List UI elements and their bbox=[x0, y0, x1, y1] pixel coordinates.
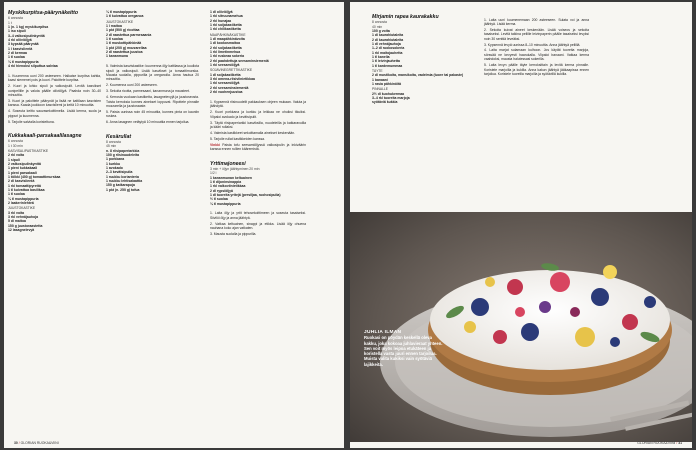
ingredient: 1 tl leivinjauhetta bbox=[372, 59, 400, 64]
ingredient: 1 dl kookosmaitoa bbox=[210, 41, 240, 46]
prep-time: 3 min + öljyn jäähtyminen 20 min bbox=[210, 166, 260, 171]
ingredient: ½ tl suolaa bbox=[210, 197, 228, 202]
ingredient: 1 pkt (200 g) mozzarellaa bbox=[106, 45, 147, 50]
ingredient: 1 ruukku korianteria bbox=[106, 174, 139, 179]
ingredient: 1 kananmuna bbox=[106, 54, 128, 59]
ingredient: 2 rkl seesaminsiemeniä bbox=[210, 85, 249, 90]
ingredient: 1 porkkana bbox=[106, 157, 125, 162]
ingredient: 3 rkl voita bbox=[8, 210, 25, 215]
step: 3. Kypsennä levyä uunissa 8–10 minuuttia. Anna jäähtyä pellillä. bbox=[484, 42, 581, 47]
step: 4. Kerrosta vuokaan kastiketta, lasagnelevyjä ja juustoseosta. Toista kerroksia kunnes ainekset loppuvat. Ripottele pinnalle mozzarella ja juustoraaste. bbox=[106, 95, 199, 108]
step: 4. Valmista kastikkeet sekoittamalla ainekset keskenään. bbox=[210, 130, 296, 135]
left-column-3 bbox=[210, 10, 306, 236]
ingredient: 1 dl maapähkinävoita bbox=[210, 37, 245, 42]
ingredient: 1 rkl chilikastiketta bbox=[210, 27, 241, 32]
ingredient: 2 dl rypsiöljyä bbox=[210, 188, 233, 193]
page-footer: 30 / GLORIAN RUOKA&VIINI bbox=[14, 441, 59, 445]
ingredient: 150 g katkarapuja bbox=[106, 183, 135, 188]
tip-text: Paista tofu seesamiöljyssä valkosipulin ja inkiväärin kanssa ennen rullien kääremistä. bbox=[210, 142, 306, 152]
ingredient: 1 ruukku lehtisalaattia bbox=[106, 179, 143, 184]
ingredient: 1 iso sipuli bbox=[8, 29, 26, 34]
step: 6. Anna lasagnen vetäytyä 10 minuuttia ennen tarjoilua. bbox=[106, 120, 190, 125]
ingredient: 3 rkl omena-riisiviinietikkaa bbox=[210, 77, 255, 82]
ingredient: ¼ tl mustapippuria bbox=[8, 59, 39, 64]
prep-time: 45 min bbox=[106, 144, 117, 149]
ingredient: 2 dl mustikoita, mansikoita, vadelmia (tuore tai pakaste) bbox=[372, 73, 464, 78]
ingredient: 2 valkosipulinkynttä bbox=[8, 162, 41, 167]
ingredient: 1 rkl limetinmehua bbox=[210, 50, 241, 55]
step: 3. Kuori ja paloittele päärynät ja lisää ne kattilaan kasvisten kanssa. Kaada joukkoon kasvisliemi ja keitä 10 minuuttia. bbox=[8, 98, 101, 108]
ingredient: 100 g riisinuudeleita bbox=[106, 152, 140, 157]
right-column-2 bbox=[484, 16, 589, 76]
prep-time: 1 t bbox=[8, 20, 12, 25]
ingredient: 1 dl kaurahiutaleita bbox=[372, 33, 404, 38]
ingredient: 2 rkl vuohenjuustoa bbox=[210, 90, 243, 95]
ingredient: 1 kurkku bbox=[106, 161, 121, 166]
ingredient: 1 l kasvislientä bbox=[8, 46, 33, 51]
ingredient: 1 rasia pähkinöitä bbox=[372, 82, 402, 87]
tip-label: Vinkki bbox=[210, 142, 220, 147]
ingredient: 1 (n. 1 kg) myskikurpitsa bbox=[8, 25, 49, 30]
ingredient: 1 tl muskottipähkinää bbox=[106, 41, 142, 46]
left-page bbox=[4, 2, 344, 448]
ingredient: 3–4 valkosipulinkynttä bbox=[8, 33, 45, 38]
section-heading: JUUSTOKASTIKE bbox=[8, 206, 36, 211]
ingredient: 4 rkl hienoksi silputtua salviaa bbox=[8, 64, 58, 69]
caption-text: Ruokasi on pöydän keskellä oleva kakku, joka kokoaa juhlavieraat yhteen. Sen voit myös leipoa etukäteen ja koristella vasta juuri ennen tarjoilua. Muista valita kukiksi vain syötäviä lajikkeita. bbox=[364, 335, 443, 367]
step: 2. Kuumenna uuni 200 asteeseen. bbox=[106, 83, 158, 88]
ingredient: 1 avokado bbox=[106, 166, 123, 170]
step: 5. Tarjoile salvialla koristeltuna. bbox=[8, 119, 55, 124]
right-page bbox=[350, 2, 692, 448]
ingredient: 3–4 rkl tuoreita marjoja bbox=[372, 96, 410, 101]
ingredient: 1 pkt (n. 250 g) tofua bbox=[106, 187, 140, 192]
ingredient: n. 8 riisipaperiarkkia bbox=[106, 148, 140, 153]
ingredient: 2 rkl soijakastiketta bbox=[210, 45, 242, 50]
step: 5. Laita levyn päälle täyte kerroksittain ja levitä kerma pinnalle. Koristele marjoilla ja kukilla. Anna kakun jäähtyä jääkaapissa ennen tarjoilua. Koristele tuoreilla marjoilla ja syötävillä kukilla. bbox=[484, 63, 589, 76]
ingredient: 1 sipuli bbox=[8, 157, 20, 162]
page-footer: GLORIAN RUOKA&VIINI / 31 bbox=[637, 441, 682, 445]
step: 1. Kuumenna uuni 200 asteeseen. Halkaise kurpitsa kahtia, kaavi siemenet pois ja kuori. Paloittele kurpitsa. bbox=[8, 73, 101, 83]
cake-photo bbox=[350, 212, 692, 442]
ingredient: 1 pkt (500 g) ricottaa bbox=[106, 28, 140, 33]
step: 5. Paista uunissa noin 45 minuuttia, kunnes pinta on kauniin ruskea. bbox=[106, 109, 199, 119]
ingredient: 2 rkl hunajaa bbox=[210, 18, 232, 23]
ingredient: 100 g voita bbox=[372, 29, 390, 34]
caption-title: JUHLIA ILMAN bbox=[364, 330, 402, 335]
page-number: 31 bbox=[678, 441, 682, 445]
step: 3. Täytä riisipaperiarkki kasviksilla, nuudeleilla ja katkaravuilla ja kääri rullaksi. bbox=[210, 120, 306, 129]
step: 1. Kypsennä riisinuudelit pakkauksen ohjeen mukaan. Valuta ja jäähdytä. bbox=[210, 99, 306, 109]
ingredient: 5 dl maitoa bbox=[8, 219, 26, 224]
section-heading: TÄYTE bbox=[372, 69, 383, 74]
ingredient: 1 tl kanelia bbox=[372, 55, 390, 60]
step: 3. Sekoita ricotta, parmesaani, kananmuna ja mausteet. bbox=[106, 89, 190, 94]
section-heading: JUUSTOKASTIKE bbox=[106, 19, 134, 24]
ingredient: 12 lasagnelevyä bbox=[8, 228, 35, 233]
ingredient: 1 tl kardemummaa bbox=[372, 63, 403, 68]
ingredient: 2 rkl paahdettuja seesaminsiemeniä bbox=[210, 58, 269, 63]
ingredient: 1 tl kuivattua basilikaa bbox=[8, 188, 45, 193]
ingredient: 1 dl soijakastiketta bbox=[210, 72, 241, 77]
ingredient: 1 kananmunan keltuainen bbox=[210, 175, 253, 180]
page-number: 30 bbox=[14, 441, 18, 445]
ingredient: 2 laakerinlehteä bbox=[8, 201, 34, 206]
ingredient: 1 tölkki (400 g) tomaattimurskaa bbox=[8, 175, 61, 180]
ingredient: 1 rkl valkoviinietikkaa bbox=[210, 184, 246, 189]
ingredient: 1 rkl tomaattipyrettä bbox=[8, 183, 41, 188]
recipe-title: Mirjamin rapea kaurakakku bbox=[372, 14, 439, 20]
ingredient: 1 pieni kukkakaali bbox=[8, 166, 38, 171]
ingredient: 1 tl dijoninsinappia bbox=[210, 179, 242, 184]
section-heading: PINNALLE bbox=[372, 87, 388, 92]
recipe-title: Myskikurpitsa-päärynäkeitto bbox=[8, 10, 79, 16]
step: 4. Laita marjat sulamaan kulhoon. Jos käytät tuoreita marjoja, sörssää ne kevyesti haarukalla. Viipaloi banaani. Vatkaa kerma vaahdoksi, mausta halutessasi sokerilla. bbox=[484, 48, 589, 62]
left-column-1 bbox=[8, 10, 101, 232]
left-column-2 bbox=[106, 10, 199, 192]
ingredient: 1 banaani bbox=[372, 77, 388, 82]
ingredient: 3 rkl vehnäjauhoja bbox=[8, 215, 38, 220]
magazine-name: GLORIAN RUOKA&VIINI bbox=[20, 441, 59, 445]
step: 2. Vatkaa keltuainen, sinappi ja etikka. Lisää öljy ohuena nauhana koko ajan vatkaten. bbox=[210, 221, 306, 231]
ingredient: ¼ tl mustapippuria bbox=[106, 10, 137, 14]
step: 5. Tarjoile rullat kastikkeiden kanssa. bbox=[210, 136, 265, 141]
ingredient: ¼ tl mustapippuria bbox=[8, 196, 39, 201]
ingredient: 1 rkl sitruunamehua bbox=[210, 14, 243, 19]
section-heading: KASVISALIPASTIKASTIKE bbox=[8, 149, 49, 154]
ingredient: 3 kypsää päärynää bbox=[8, 42, 39, 47]
prep-time: 1 t 30 min bbox=[8, 143, 23, 148]
ingredient: 1 dl vehnäjauhoja bbox=[372, 42, 401, 47]
ingredient: 2 dl kasvislientä bbox=[8, 179, 35, 184]
magazine-name: GLORIAN RUOKA&VIINI bbox=[637, 441, 676, 445]
servings: 8 annosta bbox=[372, 20, 387, 25]
prep-time: 40 min bbox=[372, 24, 383, 29]
ingredient: 150 g juustoraastetta bbox=[8, 223, 43, 228]
ingredient: 2 dl raastettua parmesaania bbox=[106, 32, 152, 37]
ingredient: 1 dl tuoreita yrttejä (persiljaa, ruohosipulia) bbox=[210, 192, 281, 197]
ingredient: 2 rkl voita bbox=[8, 153, 25, 158]
servings: 8 annosta bbox=[106, 139, 121, 144]
cake-illustration bbox=[350, 212, 692, 442]
ingredient-list bbox=[8, 25, 101, 68]
ingredient: 1 tl suolaa bbox=[106, 37, 123, 42]
ingredient: 2–3 kevätsipulia bbox=[106, 170, 133, 175]
ingredient: 4 rkl oliiviöljyä bbox=[8, 38, 32, 43]
section-heading: SOJAVINEGRETTIKASTIKE bbox=[210, 68, 253, 73]
yield: 1/2 l bbox=[210, 171, 217, 176]
recipe-title: Yrttimajoneesi bbox=[210, 160, 246, 167]
step: 2. Sekoita kuivat aineet keskenään. Lisää voiseos ja sekoita tasaiseksi. Levitä taikina pellille leivinpaperin päälle tasaiseksi levyksi noin 30 senttiä leveäksi. bbox=[484, 27, 589, 41]
ingredient: 1–2 dl ruokosokeria bbox=[372, 46, 405, 51]
servings: 6 annosta bbox=[8, 139, 23, 144]
ingredient: 1 pieni parsakaali bbox=[8, 170, 37, 175]
ingredient: 1 tl kuivattua oreganoa bbox=[106, 14, 144, 19]
ingredient: 2 dl kaurahiutaleita bbox=[372, 37, 404, 42]
ingredient: 1 rkl seesamiöljyä bbox=[210, 63, 240, 68]
ingredient: 1 dl oliiviöljyä bbox=[210, 10, 233, 14]
step: 5. Valmista kasviskastike: kuumenna öljy kattilassa ja kuullota sipuli ja valkosipuli. Lisää kasvikset ja tomaattimurska. Mausta suolalla, pippurilla ja oreganolla. Anna hautua 20 minuuttia. bbox=[106, 64, 199, 82]
ingredient: 2 dl raastettua juustoa bbox=[106, 50, 143, 55]
photo-caption bbox=[364, 330, 444, 367]
step: 1. Laita öljy ja yrtit tehosekoittimeen ja soseuta tasaiseksi. Siivilöi öljy ja anna jäähtyä. bbox=[210, 211, 306, 220]
servings: 6 annosta bbox=[8, 16, 23, 21]
ingredient: 1 tl suolaa bbox=[8, 55, 25, 60]
ingredient: 1 rkl seesamiöljyä bbox=[210, 81, 240, 86]
ingredient: 1 l maitoa bbox=[106, 23, 122, 28]
ingredient: 1 rkl soijakastiketta bbox=[210, 23, 242, 28]
recipe-title: Kesärullat bbox=[106, 133, 132, 140]
right-column-1 bbox=[372, 14, 477, 105]
ingredient: 1 tl suolaa bbox=[8, 192, 25, 197]
step: 3. Mausta suolalla ja pippurilla. bbox=[210, 232, 257, 237]
section-heading: MAAPÄHKINÄKASTIKE bbox=[210, 32, 246, 37]
step: 1. Laita uuni kuumenemaan 200 asteeseen. Sulata voi ja anna jäähtyä. Lisää kerma. bbox=[484, 17, 589, 26]
ingredient: 1 rkl ruskeaa sokeria bbox=[210, 54, 245, 59]
ingredient: ¼ tl mustapippuria bbox=[210, 201, 241, 206]
ingredient: 2 dl kermaa bbox=[8, 51, 27, 56]
tip bbox=[210, 143, 306, 152]
ingredient: 2½ dl kuohukermaa bbox=[372, 91, 405, 96]
step: 2. Kuori porkkana ja kurkku ja leikkaa ne ohuiksi tikuiksi. Viipaloi avokado ja kevätsipulit. bbox=[210, 110, 306, 119]
step: 2. Kuori ja lohko sipuli ja valkosipulit. Levitä kasvikset uunipellille ja valuta päälle oliiviöljyä. Paahda noin 30–40 minuuttia. bbox=[8, 84, 101, 98]
ingredient: syötäviä kukkia bbox=[372, 100, 398, 105]
recipe-title: Kukkakaali-parsakaalilasagne bbox=[8, 133, 82, 140]
step: 4. Soseuta keitto sauvasekoittimella. Lisää kerma, suola ja pippuri ja kuumenna. bbox=[8, 109, 101, 118]
ingredient: 1 rkl maitojauhetta bbox=[372, 50, 403, 55]
